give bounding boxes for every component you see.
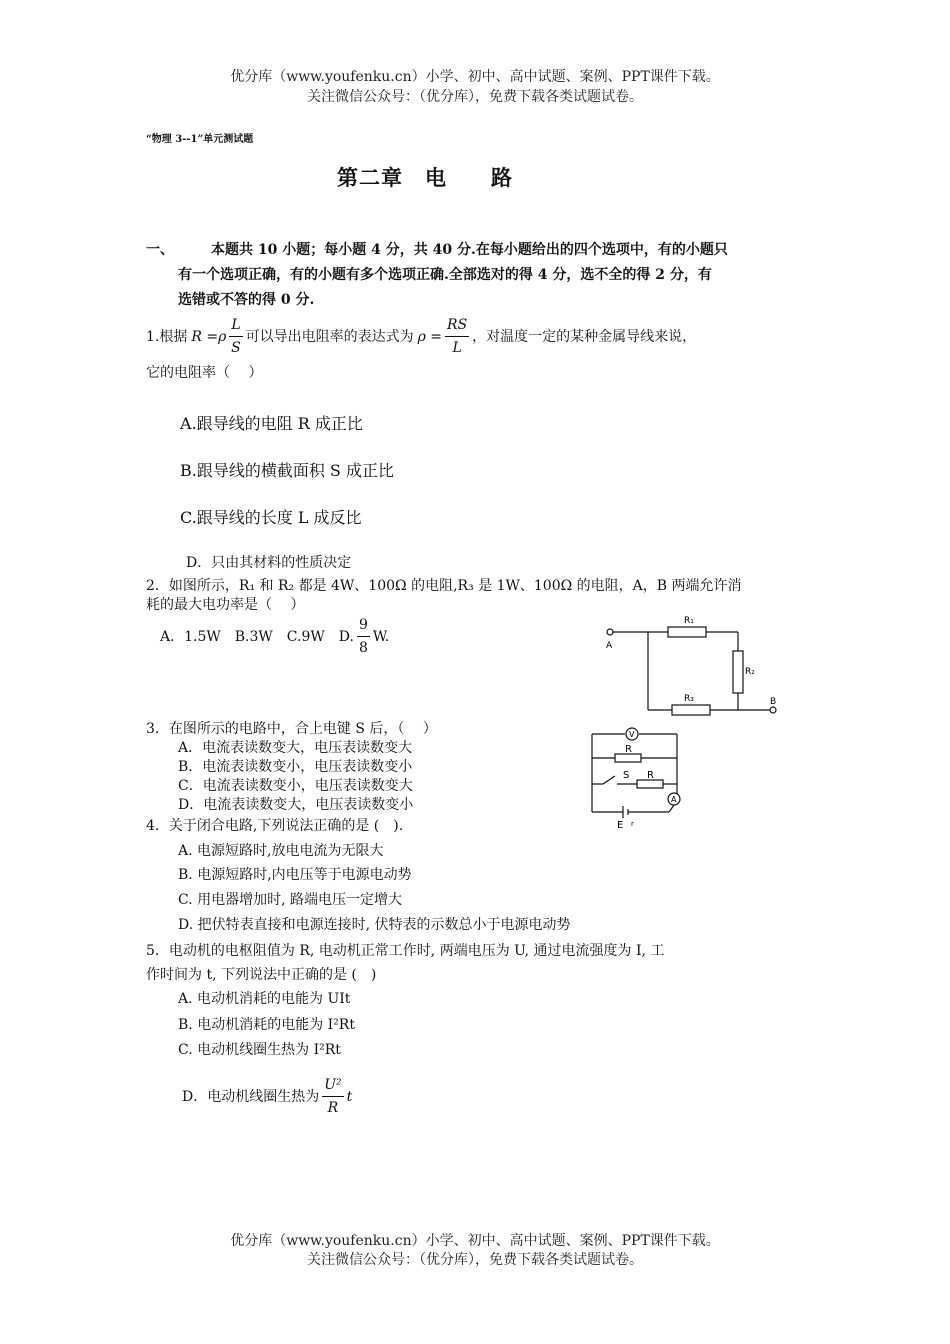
q5-option-d-den: R xyxy=(327,1100,339,1116)
label-e: E xyxy=(617,820,624,831)
q2-line-2: 耗的最大电功率是（ ） xyxy=(146,597,305,613)
q3-circuit-diagram xyxy=(585,724,690,832)
label-r-bottom: R xyxy=(647,770,654,781)
q5-line-1: 5．电动机的电枢阻值为 R, 电动机正常工作时, 两端电压为 U, 通过电流强度为 I, 工 xyxy=(146,943,665,959)
q5-option-c: C. 电动机线圈生热为 I²Rt xyxy=(178,1042,341,1058)
label-r1: R₁ xyxy=(684,616,694,626)
q3-option-d: D．电流表读数变大，电压表读数变小 xyxy=(178,797,414,813)
q1-formula2-lhs: ρ = xyxy=(417,328,443,345)
label-a: A xyxy=(671,795,677,804)
q1-line-2: 它的电阻率（ ） xyxy=(146,365,263,381)
header-line-2: 关注微信公众号：（优分库），免费下载各类试题试卷。 xyxy=(307,89,643,105)
resistor-r-bottom xyxy=(637,780,663,788)
q1-formula2-den: L xyxy=(452,340,462,356)
label-v: V xyxy=(629,730,635,739)
q1-option-c: C.跟导线的长度 L 成反比 xyxy=(180,508,362,527)
q4-stem: 4．关于闭合电路,下列说法正确的是 ( ). xyxy=(146,818,404,834)
q1-formula1-lhs: R =ρ xyxy=(191,328,227,345)
q4-option-a: A. 电源短路时,放电电流为无限大 xyxy=(178,843,384,859)
q4-option-d: D. 把伏特表直接和电源连接时, 伏特表的示数总小于电源电动势 xyxy=(178,917,571,933)
label-a: A xyxy=(606,641,613,651)
label-b: B xyxy=(770,697,777,707)
section-number: 一、 xyxy=(146,242,174,258)
q1-pre: 1.根据 xyxy=(146,328,188,345)
question-1-stem xyxy=(146,314,696,359)
resistor-r1 xyxy=(668,627,706,637)
q5-line-2: 作时间为 t, 下列说法中正确的是 ( ) xyxy=(146,967,377,983)
q1-option-d: D．只由其材料的性质决定 xyxy=(186,555,352,571)
q2-frac-den: 8 xyxy=(358,640,368,656)
footer-line-1: 优分库（www.youfenku.cn）小学、初中、高中试题、案例、PPT课件下载。 xyxy=(230,1233,720,1249)
q2-unit: W. xyxy=(372,628,390,645)
page-title: 第二章 电 路 xyxy=(337,165,513,190)
resistor-r3 xyxy=(672,705,710,715)
q2-options xyxy=(160,614,389,659)
section-text-1: 本题共 10 小题；每小题 4 分，共 40 分.在每小题给出的四个选项中，有的小题只 xyxy=(211,242,728,258)
label-r-top: R xyxy=(625,744,632,755)
q1-formula2-fraction xyxy=(445,314,469,359)
resistor-r-top xyxy=(615,754,641,762)
label-r2: R₂ xyxy=(745,667,755,677)
q1-formula2-num: RS xyxy=(445,314,469,337)
terminal-b xyxy=(770,707,776,713)
q1-formula1-fraction xyxy=(229,314,242,359)
q5-option-a: A. 电动机消耗的电能为 UIt xyxy=(178,991,351,1007)
q3-option-b: B．电流表读数变小，电压表读数变小 xyxy=(178,759,413,775)
q5-option-d xyxy=(182,1074,352,1119)
q2-frac-num: 9 xyxy=(357,614,370,637)
q1-post: ，对温度一定的某种金属导线来说， xyxy=(472,328,697,345)
terminal-a xyxy=(607,629,613,635)
q1-option-b: B.跟导线的横截面积 S 成正比 xyxy=(180,461,394,480)
q3-option-a: A．电流表读数变大，电压表读数变大 xyxy=(178,740,413,756)
q5-option-d-post: t xyxy=(346,1088,353,1105)
label-s: S xyxy=(623,770,630,781)
q2-circuit-diagram xyxy=(600,608,790,720)
q2-line-1: 2．如图所示，R₁ 和 R₂ 都是 4W、100Ω 的电阻,R₃ 是 1W、100Ω 的电阻，A，B 两端允许消 xyxy=(146,578,742,594)
footer-line-2: 关注微信公众号：（优分库），免费下载各类试题试卷。 xyxy=(307,1252,643,1268)
q3-option-c: C．电流表读数变小，电压表读数变大 xyxy=(178,778,413,794)
q1-formula1-den: S xyxy=(231,340,241,356)
q5-option-d-fraction xyxy=(322,1074,343,1119)
section-text-2: 有一个选项正确，有的小题有多个选项正确.全部选对的得 4 分，选不全的得 2 分，有 xyxy=(178,267,712,283)
q5-option-b: B. 电动机消耗的电能为 I²Rt xyxy=(178,1017,355,1033)
q4-option-b: B. 电源短路时,内电压等于电源电动势 xyxy=(178,867,412,883)
switch-s xyxy=(603,776,615,784)
section-text-3: 选错或不答的得 0 分. xyxy=(178,292,315,308)
doc-subtitle: “物理 3--1”单元测试题 xyxy=(146,134,254,145)
q4-option-c: C. 用电器增加时, 路端电压一定增大 xyxy=(178,892,403,908)
q2-fraction xyxy=(357,614,370,659)
q3-stem: 3．在图所示的电路中，合上电键 S 后，（ ） xyxy=(146,721,437,737)
label-r3: R₃ xyxy=(684,694,694,704)
q5-option-d-num: U² xyxy=(322,1074,343,1097)
label-r: r xyxy=(631,820,634,828)
q2-options-text: A．1.5W B.3W C.9W D. xyxy=(160,628,354,645)
q1-option-a: A.跟导线的电阻 R 成正比 xyxy=(180,414,363,433)
resistor-r2 xyxy=(733,651,743,693)
header-line-1: 优分库（www.youfenku.cn）小学、初中、高中试题、案例、PPT课件下载。 xyxy=(230,69,720,85)
q5-option-d-text: D．电动机线圈生热为 xyxy=(182,1088,320,1105)
q1-formula1-num: L xyxy=(229,314,242,337)
q1-mid: 可以导出电阻率的表达式为 xyxy=(245,328,414,345)
